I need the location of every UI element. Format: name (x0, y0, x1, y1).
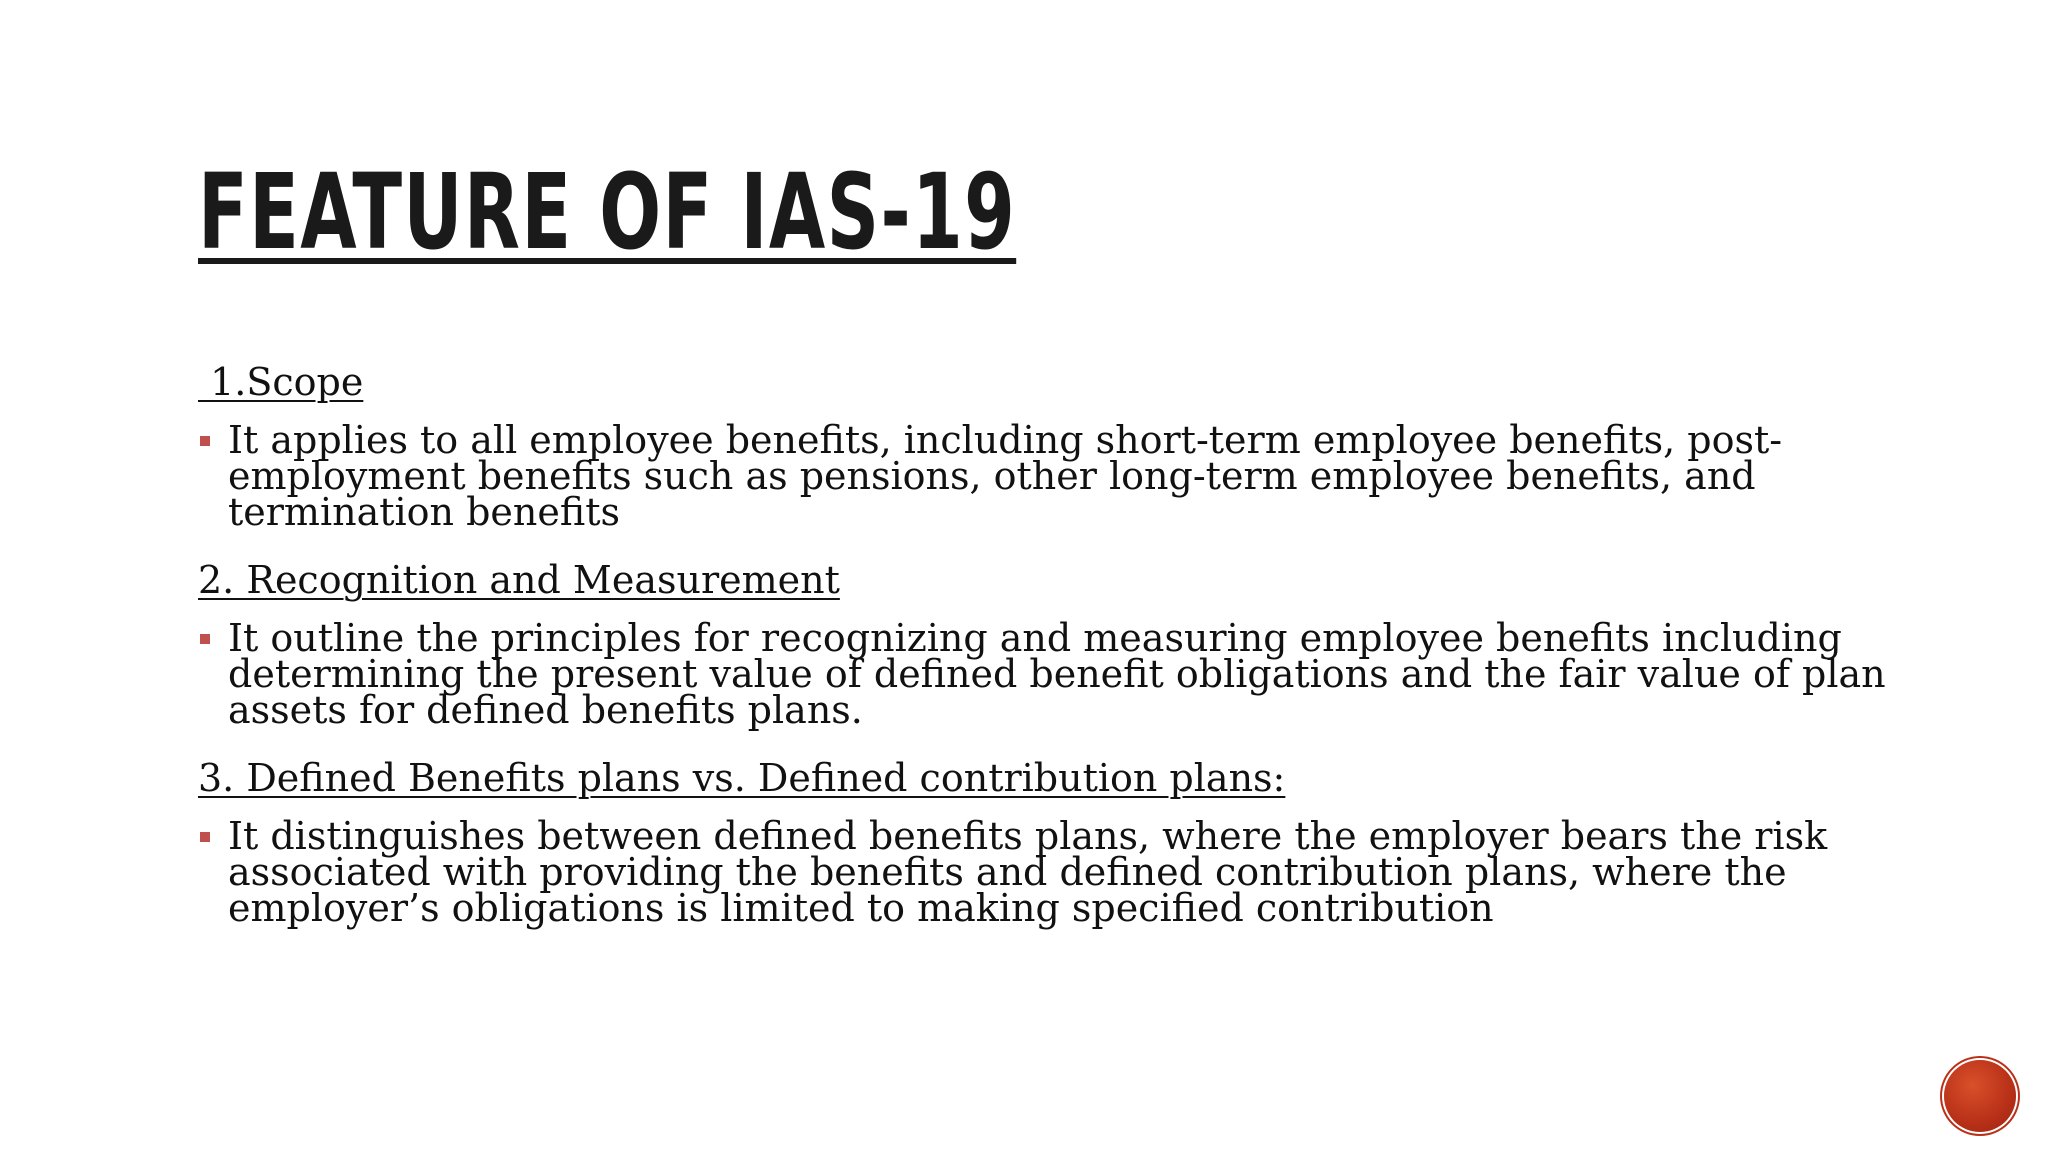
slide-content (198, 358, 1898, 952)
square-bullet-icon (200, 634, 210, 644)
bullet-text-plans: It distinguishes between defined benefits plans, where the employer bears the risk associated with providing the benefits and defined contribution plans, where the employer’s obligations is limited to making specified contribution (228, 814, 1828, 930)
bullet-item-plans (198, 814, 1908, 930)
square-bullet-icon (200, 436, 210, 446)
section-heading-recognition: 2. Recognition and Measurement (198, 558, 840, 602)
slide-title: FEATURE OF IAS-19 (198, 151, 1017, 273)
bullet-item-recognition (198, 616, 1908, 732)
corner-circle-icon (1944, 1060, 2016, 1132)
bullet-text-scope: It applies to all employee benefits, including short-term employee benefits, post-employment benefits such as pensions, other long-term employee benefits, and termination benefits (228, 418, 1783, 534)
bullet-text-recognition: It outline the principles for recognizing and measuring employee benefits including determining the present value of defined benefit obligations and the fair value of plan assets for defined benefits plans. (228, 616, 1886, 732)
square-bullet-icon (200, 832, 210, 842)
section-heading-scope: 1.Scope (198, 360, 364, 404)
section-heading-plans: 3. Defined Benefits plans vs. Defined contribution plans: (198, 756, 1286, 800)
bullet-item-scope (198, 418, 1908, 534)
